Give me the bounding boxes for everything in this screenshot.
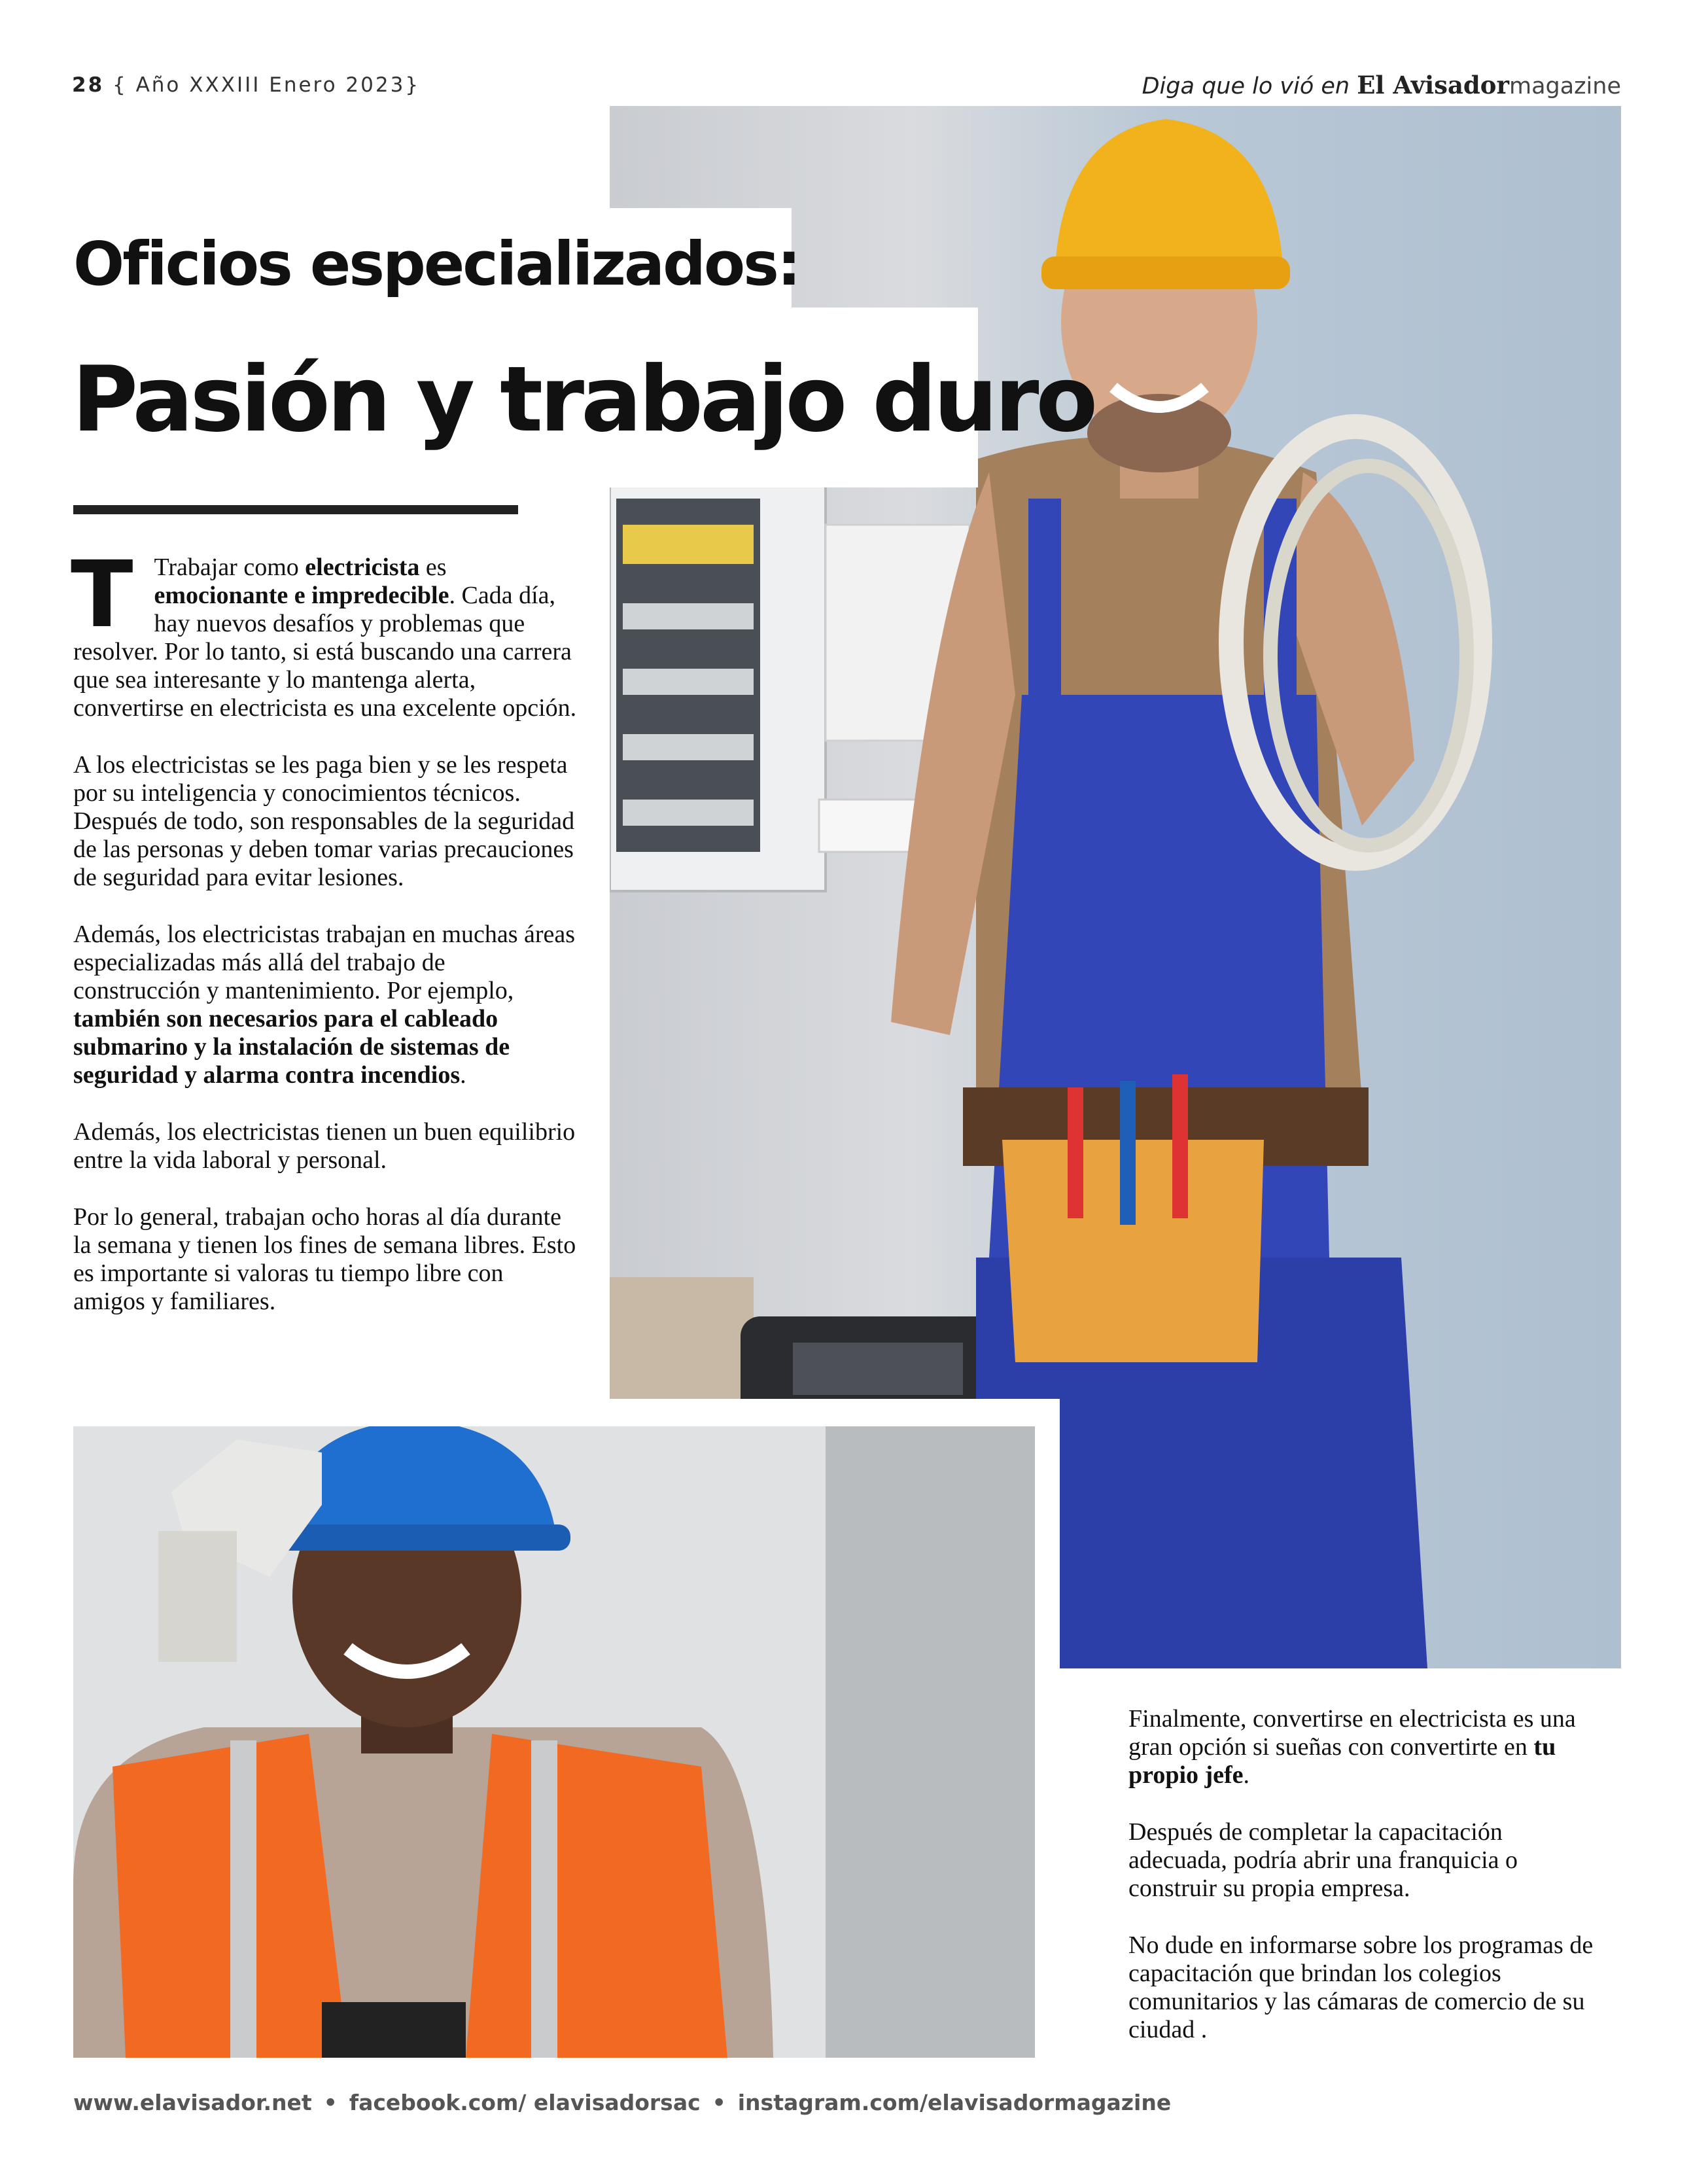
brand-suffix: magazine (1509, 73, 1621, 99)
construction-worker-photo (73, 1426, 1035, 2058)
paragraph: Además, los electricistas tienen un buen equilibrio entre la vida laboral y personal. (73, 1118, 576, 1174)
website-link[interactable]: www.elavisador.net (73, 2090, 312, 2115)
text-run: Además, los electricistas trabajan en muchas áreas especializadas más allá del trabajo de construcción y mantenimiento. Por ejemplo, (73, 921, 576, 1004)
text-run: Trabajar como (154, 554, 305, 581)
page-header-brand (1142, 71, 1621, 99)
article-column-right (1128, 1705, 1599, 2073)
page-number: 28 (72, 73, 105, 97)
text-run: Finalmente, convertirse en electricista es una gran opción si sueñas con convertirte en (1128, 1705, 1576, 1761)
text-run: . Cada día, hay nuevos desafíos y problemas que resolver. Por lo tanto, si está buscando una carrera que sea interesante y lo mantenga alerta, convertirse en electricista es una excelente opción. (73, 582, 577, 722)
facebook-link[interactable]: facebook.com/ elavisadorsac (349, 2090, 701, 2115)
article-title: Pasión y trabajo duro (72, 347, 1095, 452)
paragraph: No dude en informarse sobre los programas de capacitación que brindan los colegios comunitarios y las cámaras de comercio de su ciudad . (1128, 1931, 1594, 2043)
article-kicker: Oficios especializados: (73, 229, 799, 299)
worker-illustration (73, 1426, 1035, 2058)
paragraph (1128, 1705, 1599, 1789)
paragraph (73, 921, 577, 1089)
title-divider (73, 505, 518, 514)
paragraph (71, 542, 577, 722)
paragraph: Después de completar la capacitación adecuada, podría abrir una franquicia o construir su propia empresa. (1128, 1818, 1518, 1902)
paragraph: A los electricistas se les paga bien y se les respeta por su inteligencia y conocimientos técnicos. Después de todo, son responsables de la seguridad de las personas y deben tomar varias precauciones de seguridad para evitar lesiones. (73, 751, 575, 891)
bold-text: electricista (305, 554, 420, 581)
instagram-link[interactable]: instagram.com/elavisadormagazine (737, 2090, 1172, 2115)
issue-label: { Año XXXIII Enero 2023} (113, 73, 421, 97)
separator: • (323, 2090, 338, 2115)
paragraph: Por lo general, trabajan ocho horas al día durante la semana y tienen los fines de semana libres. Esto es importante si valoras tu tiempo libre con amigos y familiares. (73, 1203, 576, 1315)
article-column-left (71, 542, 577, 1345)
text-run: . (460, 1061, 466, 1089)
page-header-issue (72, 73, 420, 97)
tagline: Diga que lo vió en (1142, 73, 1357, 99)
bold-text: también son necesarios para el cableado submarino y la instalación de sistemas de seguridad y alarma contra incendios (73, 1005, 510, 1089)
brand-logo: El Avisador (1357, 71, 1509, 99)
text-run: es (419, 554, 447, 581)
drop-cap: T (71, 542, 133, 648)
bold-text: emocionante e impredecible (154, 582, 449, 609)
text-run: . (1243, 1761, 1250, 1789)
separator: • (712, 2090, 726, 2115)
bold-text: tu propio jefe (1128, 1733, 1556, 1789)
page-footer (73, 2090, 1171, 2115)
